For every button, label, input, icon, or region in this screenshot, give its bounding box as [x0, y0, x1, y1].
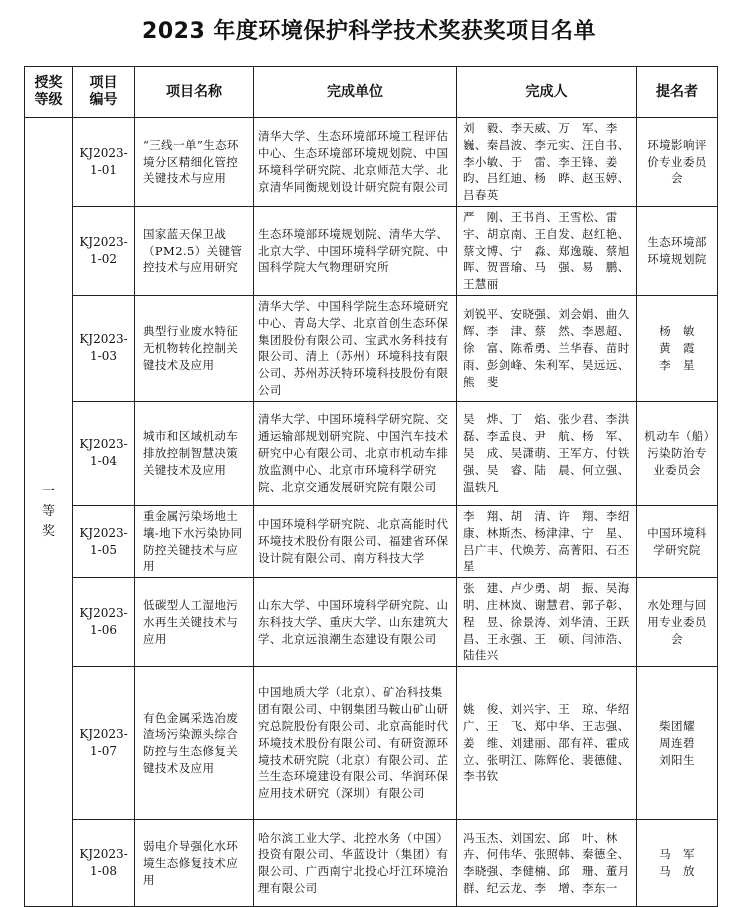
project-code: KJ2023-1-03: [73, 295, 135, 401]
nominator: 杨 敏 黄 霞 李 星: [637, 295, 718, 401]
award-grade-label: 一等奖: [41, 484, 55, 540]
nominator: 马 军 马 放: [637, 820, 718, 907]
table-row: [25, 820, 718, 907]
table-row: [25, 667, 718, 820]
header-persons: 完成人: [457, 67, 637, 118]
completion-persons: 刘 毅、李天威、万 军、李 巍、秦昌波、李元实、汪自书、李小敏、于 雷、李王锋、姜 昀、吕红迪、杨 晔、赵玉婷、吕春英: [457, 118, 637, 207]
completion-persons: 李 翔、胡 清、许 翔、李绍康、林斯杰、杨津津、宁 星、吕广丰、代焕芳、高菁阳、石丕星: [457, 505, 637, 577]
project-code: KJ2023-1-02: [73, 206, 135, 295]
completion-persons: 姚 俊、刘兴宇、王 琼、华绍广、王 飞、郑中华、王志强、姜 维、刘建丽、邵有祥、霍成立、张明江、陈辉伦、裴德健、李书钦: [457, 667, 637, 820]
nominator: 环境影响评价专业委员会: [637, 118, 718, 207]
completion-persons: 冯玉杰、刘国宏、邱 叶、林 卉、何伟华、张照韩、秦德全、李晓强、李健楠、邱 珊、董月群、纪云龙、李 增、李东一: [457, 820, 637, 907]
nominator: 水处理与回用专业委员会: [637, 578, 718, 667]
header-grade: 授奖等级: [25, 67, 73, 118]
project-name: 国家蓝天保卫战（PM2.5）关键管控技术与应用研究: [135, 206, 254, 295]
completion-persons: 严 刚、王书肖、王雪松、雷 宇、胡京南、王自发、赵红艳、蔡文博、宁 淼、郑逸璇、蔡旭晖、贺晋瑜、马 强、易 鹏、王慧丽: [457, 206, 637, 295]
completion-units: 中国地质大学（北京）、矿冶科技集团有限公司、中钢集团马鞍山矿山研究总院股份有限公司、北京高能时代环境技术股份有限公司、有研资源环境技术研究院（北京）有限公司、芷兰生态环境建设有限公司、华润环保应用技术研究（深圳）有限公司: [254, 667, 457, 820]
project-name: 重金属污染场地土壤-地下水污染协同防控关键技术与应用: [135, 505, 254, 577]
nominator: 生态环境部环境规划院: [637, 206, 718, 295]
completion-units: 清华大学、中国科学院生态环境研究中心、青岛大学、北京首创生态环保集团股份有限公司、宝武水务科技有限公司、清上（苏州）环境科技有限公司、苏州苏沃特环境科技股份有限公司: [254, 295, 457, 401]
completion-persons: 刘锐平、安晓强、刘会娟、曲久辉、李 津、蔡 然、李恩超、徐 富、陈希勇、兰华春、苗时雨、彭剑峰、朱利军、吴远远、熊 斐: [457, 295, 637, 401]
header-code: 项目编号: [73, 67, 135, 118]
project-code: KJ2023-1-08: [73, 820, 135, 907]
project-code: KJ2023-1-06: [73, 578, 135, 667]
completion-persons: 吴 烨、丁 焰、张少君、李洪磊、李孟良、尹 航、杨 军、吴 成、吴潇萌、王军方、付铁强、吴 睿、陆 晨、何立强、温轶凡: [457, 401, 637, 505]
project-name: 低碳型人工湿地污水再生关键技术与应用: [135, 578, 254, 667]
table-row: [25, 578, 718, 667]
award-table: [24, 66, 718, 907]
project-code: KJ2023-1-07: [73, 667, 135, 820]
completion-units: 哈尔滨工业大学、北控水务（中国）投资有限公司、华蓝设计（集团）有限公司、广西南宁北投心圩江环境治理有限公司: [254, 820, 457, 907]
completion-persons: 张 建、卢少勇、胡 振、吴海明、庄林岚、谢慧君、郭子彰、程 昱、徐景涛、刘华清、王跃昌、王永强、王 硕、闫沛浩、陆佳兴: [457, 578, 637, 667]
award-grade: [25, 118, 73, 907]
table-row: [25, 118, 718, 207]
project-name: 典型行业废水特征无机物转化控制关键技术及应用: [135, 295, 254, 401]
nominator: 中国环境科学研究院: [637, 505, 718, 577]
project-code: KJ2023-1-01: [73, 118, 135, 207]
project-name: “三线一单”生态环境分区精细化管控关键技术与应用: [135, 118, 254, 207]
project-name: 有色金属采选冶废渣场污染源头综合防控与生态修复关键技术及应用: [135, 667, 254, 820]
nominator: 机动车（船）污染防治专业委员会: [637, 401, 718, 505]
completion-units: 清华大学、生态环境部环境工程评估中心、生态环境部环境规划院、中国环境科学研究院、北京师范大学、北京清华同衡规划设计研究院有限公司: [254, 118, 457, 207]
header-nominator: 提名者: [637, 67, 718, 118]
table-row: [25, 401, 718, 505]
table-header-row: [25, 67, 718, 118]
table-row: [25, 295, 718, 401]
table-row: [25, 206, 718, 295]
completion-units: 中国环境科学研究院、北京高能时代环境技术股份有限公司、福建省环保设计院有限公司、南方科技大学: [254, 505, 457, 577]
completion-units: 清华大学、中国环境科学研究院、交通运输部规划研究院、中国汽车技术研究中心有限公司、北京市机动车排放监测中心、北京市环境科学研究院、北京交通发展研究院有限公司: [254, 401, 457, 505]
project-code: KJ2023-1-04: [73, 401, 135, 505]
project-name: 城市和区域机动车排放控制智慧决策关键技术及应用: [135, 401, 254, 505]
table-row: [25, 505, 718, 577]
project-code: KJ2023-1-05: [73, 505, 135, 577]
page-title: 2023 年度环境保护科学技术奖获奖项目名单: [142, 19, 596, 44]
header-name: 项目名称: [135, 67, 254, 118]
nominator: 柴团耀 周连碧 刘阳生: [637, 667, 718, 820]
header-units: 完成单位: [254, 67, 457, 118]
project-name: 弱电介导强化水环境生态修复技术应用: [135, 820, 254, 907]
completion-units: 生态环境部环境规划院、清华大学、北京大学、中国环境科学研究院、中国科学院大气物理研究所: [254, 206, 457, 295]
completion-units: 山东大学、中国环境科学研究院、山东科技大学、重庆大学、山东建筑大学、北京远浪潮生态建设有限公司: [254, 578, 457, 667]
